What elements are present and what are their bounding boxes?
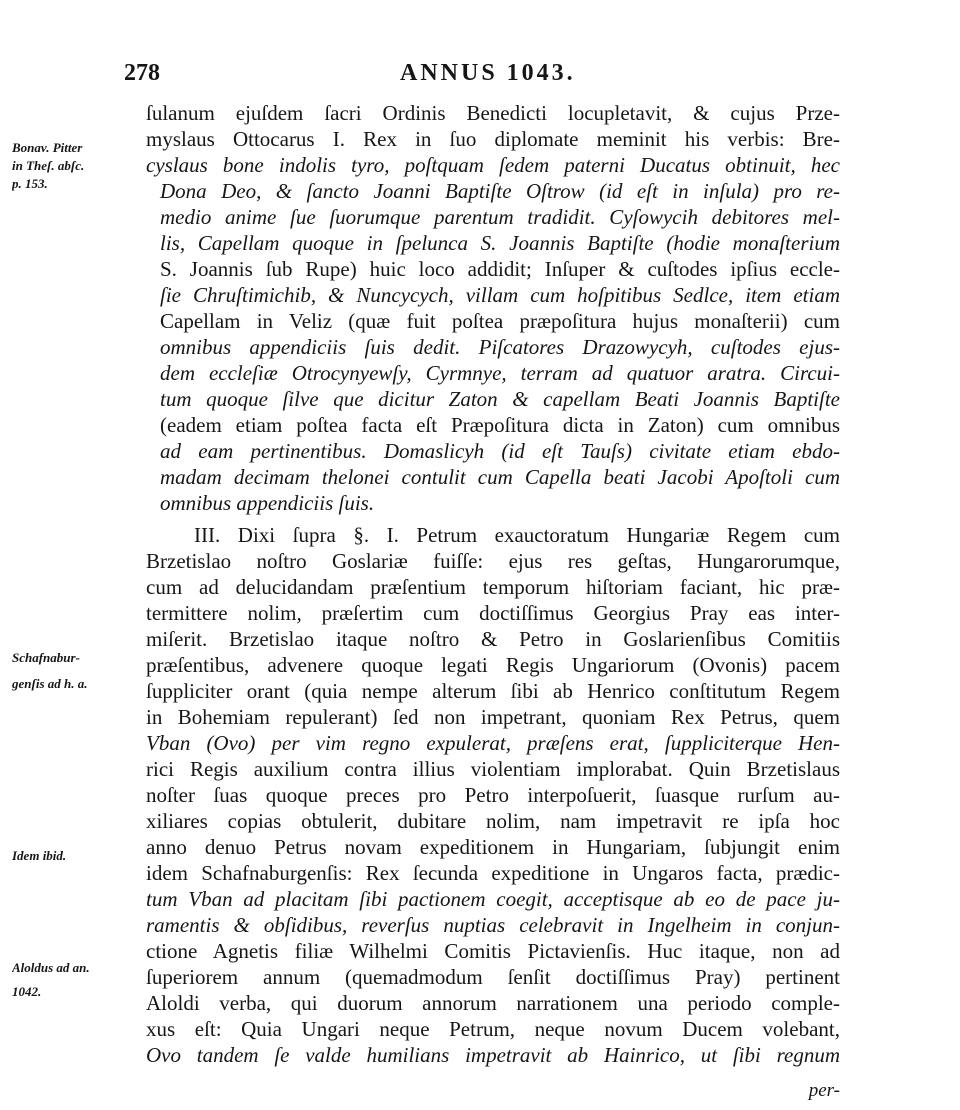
margin-note: genſis ad h. a. — [12, 676, 88, 691]
text-line: xiliares copias obtulerit, dubitare nolim, nam impetravit re ipſa hoc — [146, 809, 840, 833]
text-line: madam decimam thelonei contulit cum Capella beati Jacobi Apoſtoli cum — [160, 465, 840, 489]
text-line: ctione Agnetis filiæ Wilhelmi Comitis Pictavienſis. Huc itaque, non ad — [146, 939, 840, 963]
catchword: per- — [808, 1080, 840, 1101]
page-number: 278 — [124, 60, 160, 86]
text-line: Dona Deo, & ſancto Joanni Baptiſte Oſtrow (id eſt in inſula) pro re- — [160, 179, 840, 203]
text-line: Brzetislao noſtro Goslariæ fuiſſe: ejus res geſtas, Hungarorumque, — [146, 549, 840, 573]
text-line: in Bohemiam repulerant) ſed non impetrant, quoniam Rex Petrus, quem — [146, 705, 840, 729]
margin-note: Bonav. Pitter — [12, 140, 83, 155]
text-line: ſuperiorem annum (quemadmodum ſenſit doctiſſimus Pray) pertinent — [146, 965, 840, 989]
margin-note: Idem ibid. — [12, 848, 67, 863]
text-line: omnibus appendiciis ſuis dedit. Piſcatores Drazowycyh, cuſtodes ejus- — [160, 335, 840, 359]
text-line: dem eccleſiæ Otrocynyewſy, Cyrmnye, terram ad quatuor aratra. Circui- — [160, 361, 840, 385]
text-line: Ovo tandem ſe valde humilians impetravit ab Hainrico, ut ſibi regnum — [146, 1043, 840, 1067]
text-line: ſulanum ejuſdem ſacri Ordinis Benedicti locupletavit, & cujus Prze- — [146, 101, 840, 125]
margin-note: Schafnabur- — [12, 650, 80, 665]
text-line: præſentibus, advenere quoque legati Regis Ungariorum (Ovonis) pacem — [146, 653, 840, 677]
margin-note: p. 153. — [12, 176, 48, 191]
text-line: termittere nolim, præſertim cum doctiſſimus Georgius Pray eas inter- — [146, 601, 840, 625]
text-line: rici Regis auxilium contra illius violentiam implorabat. Quin Brzetislaus — [146, 757, 840, 781]
text-line: ſie Chruſtimichib, & Nuncycych, villam cum hoſpitibus Sedlce, item etiam — [160, 283, 840, 307]
margin-note: Aloldus ad an. — [12, 960, 90, 975]
running-head: ANNUS 1043. — [400, 60, 576, 86]
text-line: myslaus Ottocarus I. Rex in ſuo diplomate meminit his verbis: Bre- — [146, 127, 840, 151]
text-line: miſerit. Brzetislao itaque noſtro & Petro in Goslarienſibus Comitiis — [146, 627, 840, 651]
text-line: ramentis & obſidibus, reverſus nuptias celebravit in Ingelheim in conjun- — [146, 913, 840, 937]
text-line: (eadem etiam poſtea facta eſt Præpoſitura dicta in Zaton) cum omnibus — [160, 413, 840, 437]
text-line: ad eam pertinentibus. Domaslicyh (id eſt Tauſs) civitate etiam ebdo- — [160, 439, 840, 463]
text-line: S. Joannis ſub Rupe) huic loco addidit; Inſuper & cuſtodes ipſius eccle- — [160, 257, 840, 281]
text-line: III. Dixi ſupra §. I. Petrum exauctoratum Hungariæ Regem cum — [194, 523, 840, 547]
text-line: tum Vban ad placitam ſibi pactionem coegit, acceptisque ab eo de pace ju- — [146, 887, 840, 911]
text-line: tum quoque ſilve que dicitur Zaton & capellam Beati Joannis Baptiſte — [160, 387, 840, 411]
text-line: ſuppliciter orant (quia nempe alterum ſibi ab Henrico conſtitutum Regem — [146, 679, 840, 703]
text-line: Aloldi verba, qui duorum annorum narrationem una periodo comple- — [146, 991, 840, 1015]
text-line: Vban (Ovo) per vim regno expulerat, præſens erat, ſuppliciterque Hen- — [146, 731, 840, 755]
text-line: noſter ſuas quoque preces pro Petro interpoſuerit, ſuasque rurſum au- — [146, 783, 840, 807]
text-line: lis, Capellam quoque in ſpelunca S. Joannis Baptiſte (hodie monaſterium — [160, 231, 840, 255]
text-line: cum ad delucidandam præſentium temporum hiſtoriam faciant, hic præ- — [146, 575, 840, 599]
margin-note: 1042. — [12, 984, 42, 999]
text-line: xus eſt: Quia Ungari neque Petrum, neque novum Ducem volebant, — [146, 1017, 840, 1041]
text-line: medio anime ſue ſuorumque parentum tradidit. Cyſowycih debitores mel- — [160, 205, 840, 229]
text-line: cyslaus bone indolis tyro, poſtquam ſedem paterni Ducatus obtinuit, hec — [146, 153, 840, 177]
text-line: anno denuo Petrus novam expeditionem in Hungariam, ſubjungit enim — [146, 835, 840, 859]
text-line: omnibus appendiciis ſuis. — [160, 491, 375, 515]
margin-note: in Theſ. abſc. — [12, 158, 85, 173]
text-line: idem Schafnaburgenſis: Rex ſecunda expeditione in Ungaros facta, prædic- — [146, 861, 840, 885]
text-line: Capellam in Veliz (quæ fuit poſtea præpoſitura hujus monaſterii) cum — [160, 309, 840, 333]
